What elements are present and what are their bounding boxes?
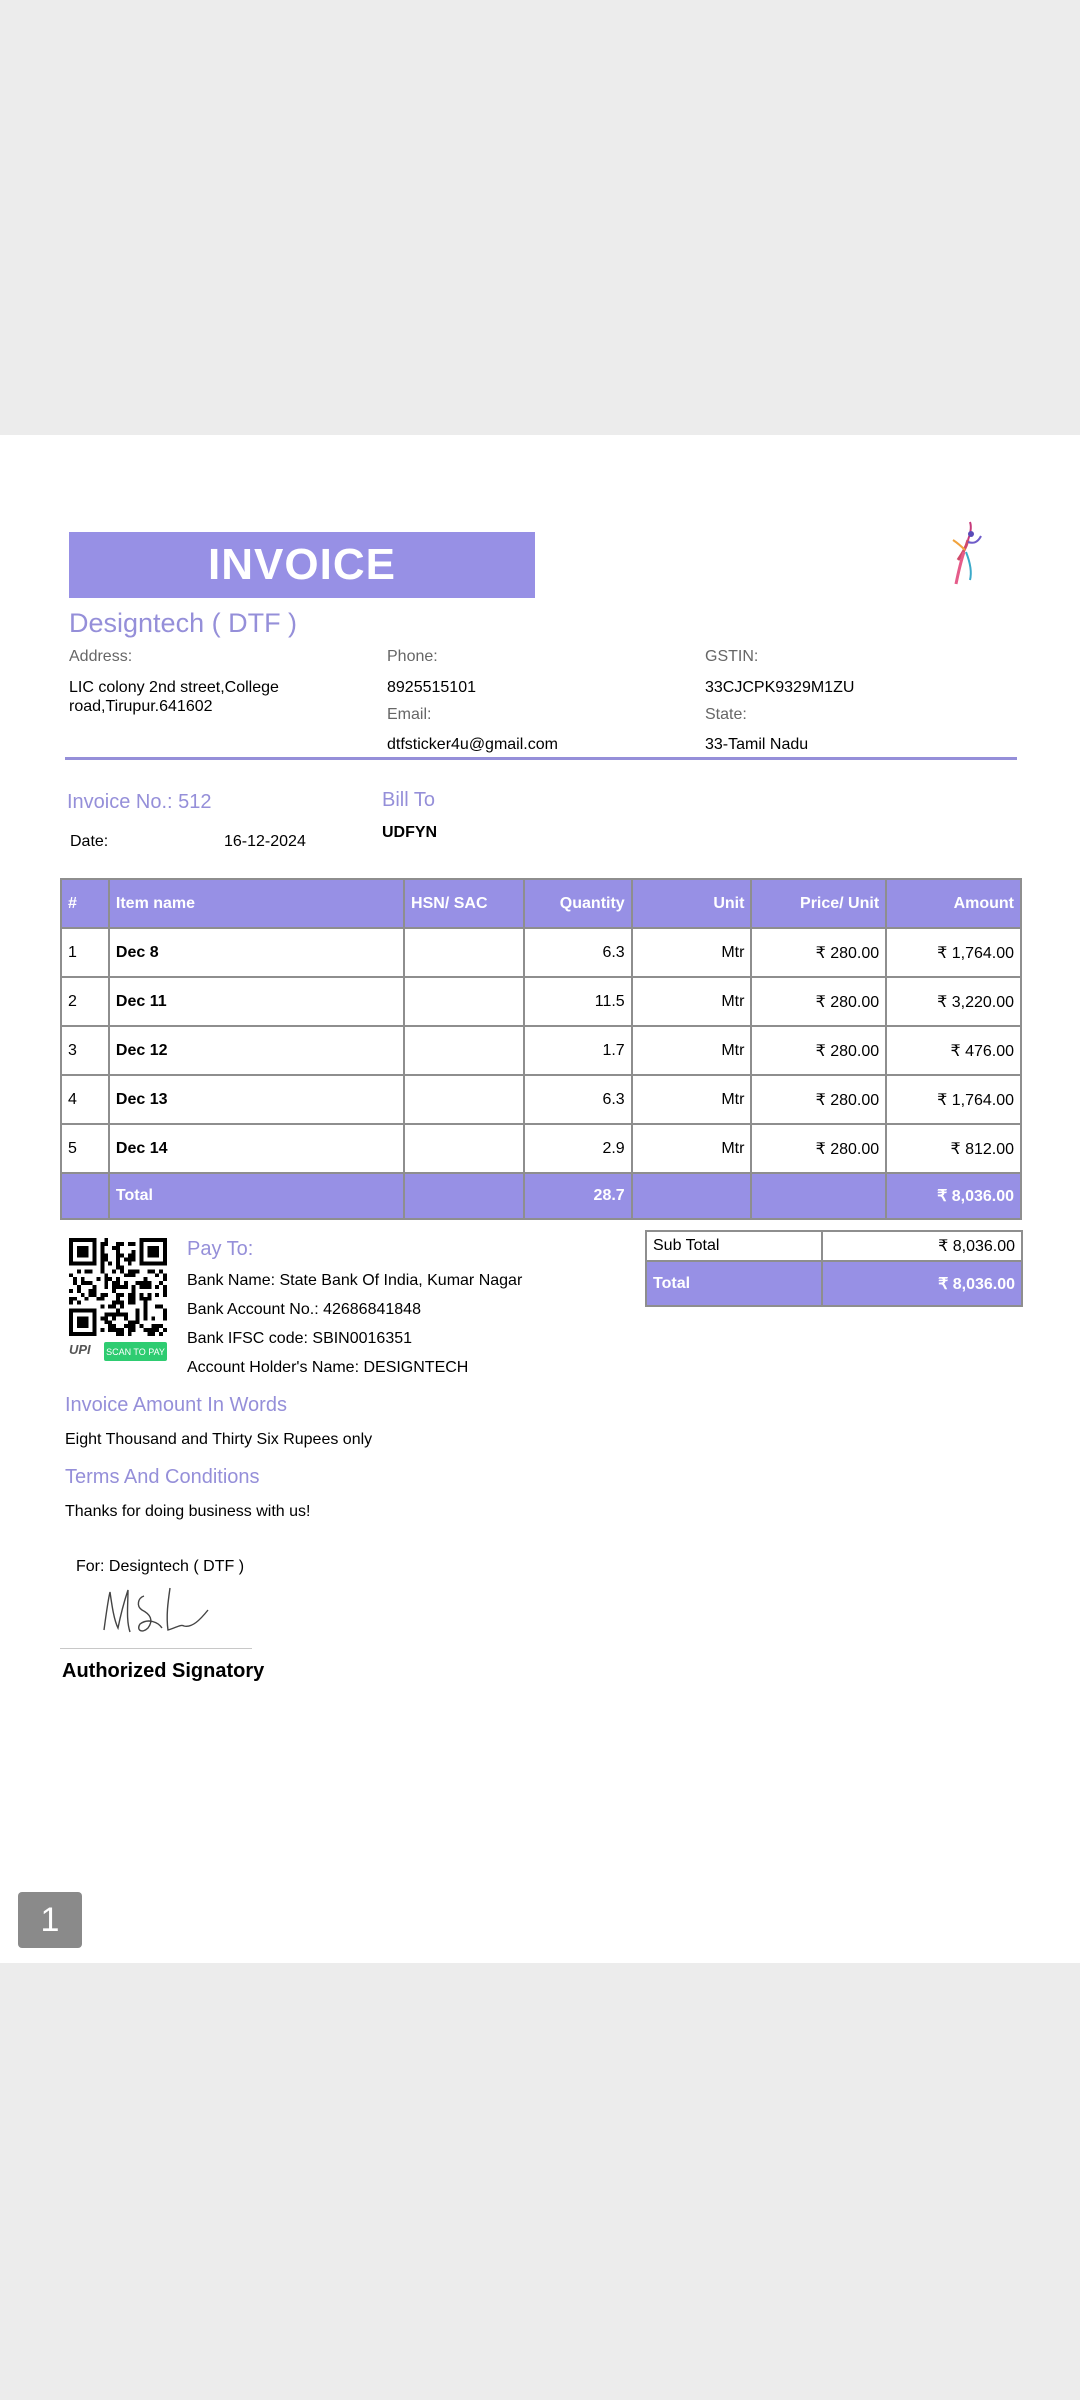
payment-qr-code-icon (69, 1238, 167, 1336)
col-header-quantity: Quantity (524, 879, 632, 928)
row-number: 2 (61, 977, 109, 1026)
address-label: Address: (69, 648, 133, 665)
row-amount: ₹ 1,764.00 (886, 1075, 1021, 1124)
bill-to-value: UDFYN (382, 824, 438, 841)
row-quantity: 6.3 (524, 1075, 632, 1124)
row-item-name: Dec 11 (109, 977, 404, 1026)
email-value: dtfsticker4u@gmail.com (387, 736, 558, 753)
bank-name: Bank Name: State Bank Of India, Kumar Nagar (187, 1272, 523, 1289)
scan-to-pay-badge: SCAN TO PAY (104, 1342, 167, 1361)
col-header-number: # (61, 879, 109, 928)
total-row-blank (632, 1173, 752, 1219)
total-row-blank (751, 1173, 886, 1219)
table-row (61, 977, 1021, 1026)
row-hsn (404, 1026, 524, 1075)
row-unit: Mtr (632, 1124, 752, 1173)
subtotal-label: Sub Total (646, 1231, 822, 1261)
grand-total-label: Total (646, 1261, 822, 1306)
company-name: Designtech ( DTF ) (69, 608, 298, 638)
state-label: State: (705, 706, 747, 723)
phone-label: Phone: (387, 648, 438, 665)
gstin-label: GSTIN: (705, 648, 759, 665)
table-row (61, 1075, 1021, 1124)
col-header-unit: Unit (632, 879, 752, 928)
total-row-blank (61, 1173, 109, 1219)
row-unit: Mtr (632, 928, 752, 977)
invoice-number: Invoice No.: 512 (67, 791, 212, 813)
terms-label: Terms And Conditions (65, 1466, 260, 1488)
row-price: ₹ 280.00 (751, 1026, 886, 1075)
row-hsn (404, 1075, 524, 1124)
pay-to-label: Pay To: (187, 1238, 254, 1260)
header-divider (65, 757, 1017, 760)
address-value: LIC colony 2nd street,College road,Tirupur.641602 (69, 679, 279, 715)
bank-ifsc: Bank IFSC code: SBIN0016351 (187, 1330, 413, 1347)
table-row (61, 928, 1021, 977)
gstin-value: 33CJCPK9329M1ZU (705, 679, 855, 696)
upi-logo: UPI (69, 1342, 91, 1357)
signature-line (60, 1648, 252, 1649)
row-price: ₹ 280.00 (751, 1124, 886, 1173)
col-header-hsn-sac: HSN/ SAC (404, 879, 524, 928)
terms-value: Thanks for doing business with us! (65, 1503, 311, 1520)
row-item-name: Dec 8 (109, 928, 404, 977)
email-label: Email: (387, 706, 432, 723)
row-number: 4 (61, 1075, 109, 1124)
subtotal-row (646, 1231, 1022, 1261)
invoice-title: INVOICE (69, 532, 535, 598)
col-header-amount: Amount (886, 879, 1021, 928)
dancer-logo-icon (952, 520, 982, 586)
row-quantity: 2.9 (524, 1124, 632, 1173)
date-label: Date: (70, 833, 109, 850)
signature-icon (96, 1580, 221, 1640)
total-row-blank (404, 1173, 524, 1219)
row-quantity: 1.7 (524, 1026, 632, 1075)
row-hsn (404, 1124, 524, 1173)
total-row-label: Total (109, 1173, 404, 1219)
col-header-price-unit: Price/ Unit (751, 879, 886, 928)
invoice-page (0, 435, 1080, 1963)
row-amount: ₹ 812.00 (886, 1124, 1021, 1173)
phone-value: 8925515101 (387, 679, 476, 696)
row-quantity: 11.5 (524, 977, 632, 1026)
state-value: 33-Tamil Nadu (705, 736, 809, 753)
grand-total-row (646, 1261, 1022, 1306)
row-unit: Mtr (632, 1026, 752, 1075)
row-number: 5 (61, 1124, 109, 1173)
row-amount: ₹ 476.00 (886, 1026, 1021, 1075)
row-item-name: Dec 14 (109, 1124, 404, 1173)
table-row (61, 1124, 1021, 1173)
row-unit: Mtr (632, 1075, 752, 1124)
page-number-button[interactable]: 1 (18, 1892, 82, 1948)
row-price: ₹ 280.00 (751, 928, 886, 977)
bank-details (187, 1266, 527, 1378)
table-total-row (61, 1173, 1021, 1219)
table-row (61, 1026, 1021, 1075)
bank-account: Bank Account No.: 42686841848 (187, 1301, 421, 1318)
row-hsn (404, 928, 524, 977)
row-number: 3 (61, 1026, 109, 1075)
amount-in-words-label: Invoice Amount In Words (65, 1394, 287, 1416)
row-unit: Mtr (632, 977, 752, 1026)
bill-to-label: Bill To (382, 789, 435, 811)
account-holder: Account Holder's Name: DESIGNTECH (187, 1359, 469, 1376)
summary-table (645, 1230, 1023, 1307)
col-header-item-name: Item name (109, 879, 404, 928)
row-price: ₹ 280.00 (751, 977, 886, 1026)
row-number: 1 (61, 928, 109, 977)
row-amount: ₹ 1,764.00 (886, 928, 1021, 977)
subtotal-value: ₹ 8,036.00 (822, 1231, 1022, 1261)
signature-for-text: For: Designtech ( DTF ) (76, 1558, 245, 1575)
items-table (60, 878, 1022, 1220)
row-hsn (404, 977, 524, 1026)
row-item-name: Dec 12 (109, 1026, 404, 1075)
grand-total-value: ₹ 8,036.00 (822, 1261, 1022, 1306)
row-price: ₹ 280.00 (751, 1075, 886, 1124)
date-value: 16-12-2024 (224, 833, 306, 850)
row-item-name: Dec 13 (109, 1075, 404, 1124)
total-row-amount: ₹ 8,036.00 (886, 1173, 1021, 1219)
total-row-quantity: 28.7 (524, 1173, 632, 1219)
authorized-signatory: Authorized Signatory (62, 1660, 265, 1682)
table-header-row (61, 879, 1021, 928)
amount-in-words-value: Eight Thousand and Thirty Six Rupees only (65, 1431, 373, 1448)
row-amount: ₹ 3,220.00 (886, 977, 1021, 1026)
row-quantity: 6.3 (524, 928, 632, 977)
